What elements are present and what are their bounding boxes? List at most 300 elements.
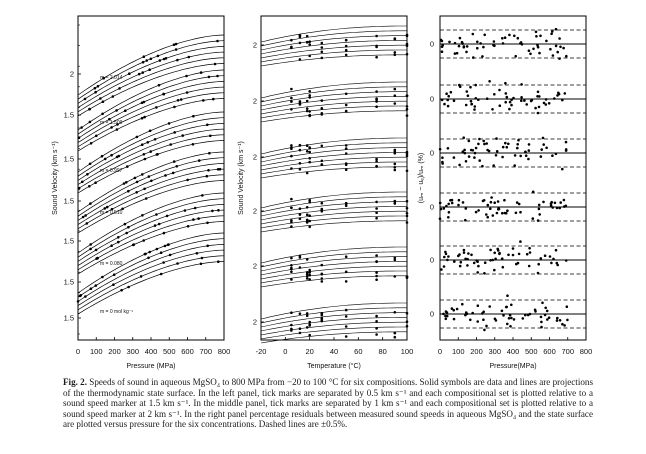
data-point	[308, 321, 311, 324]
data-point	[406, 320, 409, 323]
residual-point	[470, 254, 473, 257]
data-point	[321, 51, 324, 54]
y-tick-label: 0	[429, 202, 434, 212]
residual-point	[483, 329, 486, 332]
residual-point	[552, 54, 555, 57]
residual-point	[454, 42, 457, 45]
data-point	[156, 248, 159, 251]
residual-point	[565, 205, 568, 208]
model-curve	[261, 96, 407, 110]
residual-point	[528, 143, 531, 146]
data-point	[112, 95, 115, 98]
data-point	[127, 226, 130, 229]
y-tick-label: 2	[69, 69, 74, 79]
residual-point	[515, 212, 518, 215]
residual-point	[556, 262, 559, 265]
residual-point	[486, 216, 489, 219]
data-point	[207, 169, 210, 172]
residual-point	[497, 249, 500, 252]
residual-point	[512, 97, 515, 100]
data-point	[290, 329, 293, 332]
data-point	[94, 181, 97, 184]
data-point	[375, 98, 378, 101]
data-point	[192, 143, 195, 146]
data-point	[299, 58, 302, 61]
data-point	[158, 223, 161, 226]
residual-point	[555, 153, 558, 156]
residual-point	[558, 207, 561, 210]
residual-point	[463, 249, 466, 252]
residual-point	[481, 312, 484, 315]
residual-point	[450, 91, 453, 94]
residual-point	[508, 34, 511, 37]
residual-point	[548, 102, 551, 105]
data-point	[406, 275, 409, 278]
x-tick-label: 800	[579, 347, 593, 356]
data-point	[306, 213, 309, 216]
residual-point	[465, 207, 468, 210]
y-tick-label: 2	[252, 40, 257, 50]
residual-point	[495, 137, 498, 140]
x-tick-label: 700	[561, 347, 575, 356]
residual-point	[528, 247, 531, 250]
residual-point	[544, 307, 547, 310]
right-reference-lines	[440, 30, 586, 328]
model-curve	[261, 261, 407, 275]
residual-point	[490, 201, 493, 204]
data-point	[175, 43, 178, 46]
residual-point	[525, 103, 528, 106]
data-point	[406, 207, 409, 210]
data-point	[290, 257, 293, 260]
residual-point	[537, 112, 540, 115]
x-tick-label: 600	[181, 347, 194, 356]
data-point	[299, 256, 302, 259]
residual-point	[554, 202, 557, 205]
data-point	[321, 208, 324, 211]
data-point	[200, 263, 203, 266]
residual-point	[466, 90, 469, 93]
data-point	[186, 179, 189, 182]
residual-point	[542, 137, 545, 140]
residual-point	[516, 143, 519, 146]
data-point	[89, 202, 92, 205]
data-point	[86, 173, 89, 176]
residual-point	[563, 324, 566, 327]
residual-point	[546, 310, 549, 313]
residual-point	[551, 30, 554, 33]
residual-point	[453, 318, 456, 321]
data-point	[141, 143, 144, 146]
data-point	[406, 200, 409, 203]
residual-point	[562, 47, 565, 50]
curve-label: m = 2.014	[100, 75, 123, 81]
x-tick-label: 600	[543, 347, 556, 356]
data-point	[375, 261, 378, 264]
residual-point	[493, 45, 496, 48]
residual-point	[550, 262, 553, 265]
data-point	[84, 98, 87, 101]
data-point	[95, 284, 98, 287]
data-point	[88, 108, 91, 111]
data-point	[89, 163, 92, 166]
data-point	[164, 174, 167, 177]
data-point	[308, 151, 311, 154]
model-curve	[261, 271, 407, 283]
residual-point	[541, 302, 544, 305]
data-point	[290, 198, 293, 201]
data-point	[375, 327, 378, 330]
data-point	[89, 248, 92, 251]
data-point	[308, 96, 311, 99]
residual-point	[501, 156, 504, 159]
residual-point	[499, 104, 502, 107]
residual-point	[551, 154, 554, 157]
data-point	[126, 165, 129, 168]
data-point	[290, 324, 293, 327]
data-point	[321, 317, 324, 320]
residual-point	[517, 139, 520, 142]
data-point	[321, 320, 324, 323]
residual-point	[445, 92, 448, 95]
x-tick-label: 800	[217, 347, 231, 356]
residual-point	[469, 319, 472, 322]
left-x-axis-label: Pressure (MPa)	[126, 363, 176, 370]
model-curve	[261, 45, 407, 58]
data-point	[78, 136, 81, 139]
model-curve	[261, 157, 407, 170]
residual-point	[485, 213, 488, 216]
data-point	[290, 268, 293, 271]
residual-point	[502, 42, 505, 45]
data-point	[135, 191, 138, 194]
residual-point	[536, 95, 539, 98]
data-point	[164, 245, 167, 248]
residual-point	[439, 217, 442, 220]
residual-point	[472, 33, 475, 36]
data-point	[175, 48, 178, 51]
data-point	[112, 283, 115, 286]
data-point	[406, 114, 409, 117]
x-tick-label: 80	[378, 347, 387, 356]
x-tick-label: 0	[283, 347, 288, 356]
data-point	[375, 254, 378, 257]
data-point	[216, 75, 219, 78]
residual-point	[476, 271, 479, 274]
residual-point	[493, 269, 496, 272]
data-point	[159, 59, 162, 62]
residual-point	[448, 41, 451, 44]
model-curve	[261, 40, 407, 54]
data-point	[306, 314, 309, 317]
x-tick-label: 400	[144, 347, 158, 356]
residual-point	[523, 99, 526, 102]
residual-point	[502, 266, 505, 269]
data-point	[110, 126, 113, 129]
residual-point	[504, 82, 507, 85]
residual-point	[453, 100, 456, 103]
residual-point	[466, 45, 469, 48]
residual-point	[535, 35, 538, 38]
residual-point	[497, 200, 500, 203]
residual-point	[540, 321, 543, 324]
data-point	[84, 295, 87, 298]
x-tick-label: 0	[75, 347, 81, 356]
residual-point	[555, 28, 558, 31]
data-point	[192, 115, 195, 118]
residual-point	[445, 318, 448, 321]
data-point	[308, 226, 311, 229]
residual-point	[522, 317, 525, 320]
data-point	[99, 97, 102, 100]
data-point	[212, 98, 215, 101]
residual-point	[467, 94, 470, 97]
data-point	[299, 207, 302, 210]
residual-point	[512, 254, 515, 257]
residual-point	[441, 162, 444, 165]
data-point	[306, 150, 309, 153]
residual-point	[445, 310, 448, 313]
data-point	[308, 161, 311, 164]
data-point	[216, 40, 219, 43]
residual-point	[544, 254, 547, 257]
data-point	[406, 325, 409, 328]
x-tick-label: 500	[162, 347, 176, 356]
residual-point	[537, 46, 540, 49]
data-point	[306, 221, 309, 224]
curve-label: m = 0.510	[100, 210, 123, 216]
data-point	[394, 332, 397, 335]
residual-point	[551, 206, 554, 209]
x-tick-label: 100	[451, 347, 465, 356]
residual-point	[472, 56, 475, 59]
residual-point	[531, 99, 534, 102]
data-point	[306, 41, 309, 44]
data-point	[173, 106, 176, 109]
residual-point	[529, 313, 532, 316]
residual-point	[496, 150, 499, 153]
residual-point	[461, 303, 464, 306]
residual-point	[493, 40, 496, 43]
residual-point	[471, 312, 474, 315]
data-point	[394, 51, 397, 54]
data-point	[375, 35, 378, 38]
residual-point	[446, 259, 449, 262]
residual-point	[439, 202, 442, 205]
data-point	[345, 163, 348, 166]
residual-point	[489, 208, 492, 211]
data-point	[321, 277, 324, 280]
residual-point	[454, 52, 457, 55]
data-point	[180, 98, 183, 101]
residual-point	[477, 98, 480, 101]
data-point	[79, 295, 82, 298]
residual-point	[556, 319, 559, 322]
data-point	[306, 312, 309, 315]
y-tick-label: 2	[252, 317, 257, 327]
x-tick-label: 700	[199, 347, 213, 356]
residual-point	[545, 147, 548, 150]
residual-point	[549, 255, 552, 258]
data-point	[141, 71, 144, 74]
data-point	[201, 194, 204, 197]
model-curve	[261, 162, 407, 174]
residual-point	[464, 314, 467, 317]
y-tick-label: 0	[429, 39, 434, 49]
data-point	[394, 275, 397, 278]
data-point	[345, 49, 348, 52]
data-point	[201, 257, 204, 260]
residual-point	[524, 151, 527, 154]
residual-point	[457, 255, 460, 258]
residual-point	[501, 212, 504, 215]
data-point	[186, 91, 189, 94]
right-residual-points	[439, 28, 569, 331]
residual-point	[545, 98, 548, 101]
data-point	[375, 46, 378, 49]
data-point	[196, 252, 199, 255]
data-point	[163, 93, 166, 96]
residual-point	[520, 96, 523, 99]
data-point	[86, 222, 89, 225]
model-curve	[261, 167, 407, 178]
data-point	[394, 37, 397, 40]
y-tick-label: 1.5	[63, 313, 74, 323]
data-point	[290, 207, 293, 210]
data-point	[173, 160, 176, 163]
data-point	[194, 207, 197, 210]
residual-point	[555, 249, 558, 252]
data-point	[290, 270, 293, 273]
residual-point	[565, 55, 568, 58]
residual-point	[501, 37, 504, 40]
data-point	[306, 273, 309, 276]
residual-point	[465, 104, 468, 107]
data-point	[206, 222, 209, 225]
data-point	[123, 182, 126, 185]
data-point	[394, 88, 397, 91]
residual-point	[462, 201, 465, 204]
data-point	[308, 323, 311, 326]
data-point	[217, 168, 220, 171]
residual-point	[476, 41, 479, 44]
data-point	[160, 273, 163, 276]
residual-point	[538, 52, 541, 55]
data-point	[290, 219, 293, 222]
data-point	[308, 201, 311, 204]
data-point	[308, 55, 311, 58]
data-point	[290, 97, 293, 100]
residual-point	[556, 317, 559, 320]
data-point	[299, 327, 302, 330]
residual-point	[504, 101, 507, 104]
data-point	[155, 213, 158, 216]
residual-point	[469, 86, 472, 89]
x-tick-label: 100	[89, 347, 103, 356]
residual-point	[476, 47, 479, 50]
x-tick-label: -20	[255, 347, 267, 356]
data-point	[127, 286, 130, 289]
curve-label: m = 0.997	[100, 168, 123, 174]
left-y-axis-label: Sound Velocity (km s⁻¹)	[52, 141, 59, 215]
data-point	[394, 336, 397, 339]
data-point	[136, 181, 139, 184]
residual-point	[489, 249, 492, 252]
model-curve	[261, 50, 407, 62]
residual-point	[468, 155, 471, 158]
residual-point	[529, 53, 532, 56]
data-point	[306, 326, 309, 329]
residual-point	[464, 219, 467, 222]
residual-point	[498, 252, 501, 255]
data-point	[308, 43, 311, 46]
residual-point	[506, 96, 509, 99]
data-point	[78, 187, 81, 190]
residual-point	[447, 216, 450, 219]
x-tick-label: 400	[506, 347, 520, 356]
data-point	[308, 334, 311, 337]
data-point	[321, 273, 324, 276]
data-point	[120, 289, 123, 292]
data-point	[173, 131, 176, 134]
residual-point	[447, 95, 450, 98]
data-point	[145, 197, 148, 200]
residual-point	[447, 105, 450, 108]
residual-point	[445, 253, 448, 256]
residual-point	[465, 160, 468, 163]
residual-point	[489, 259, 492, 262]
residual-point	[510, 317, 513, 320]
residual-point	[447, 147, 450, 150]
caption-lead: Fig. 2.	[63, 377, 87, 387]
data-point	[306, 258, 309, 261]
residual-point	[505, 92, 508, 95]
data-point	[290, 264, 293, 267]
data-point	[299, 103, 302, 106]
data-point	[127, 190, 130, 193]
data-point	[299, 217, 302, 220]
residual-point	[465, 51, 468, 54]
residual-point	[550, 202, 553, 205]
residual-point	[538, 208, 541, 211]
data-point	[375, 278, 378, 281]
residual-point	[449, 199, 452, 202]
data-point	[406, 221, 409, 224]
residual-point	[561, 99, 564, 102]
data-point	[375, 207, 378, 210]
residual-point	[537, 263, 540, 266]
data-point	[290, 39, 293, 42]
data-point	[299, 149, 302, 152]
residual-point	[537, 91, 540, 94]
residual-point	[491, 108, 494, 111]
data-point	[321, 314, 324, 317]
residual-point	[524, 314, 527, 317]
data-point	[321, 202, 324, 205]
residual-point	[451, 202, 454, 205]
residual-point	[443, 103, 446, 106]
residual-point	[514, 55, 517, 58]
data-point	[308, 40, 311, 43]
data-point	[321, 42, 324, 45]
residual-point	[485, 142, 488, 145]
data-point	[144, 253, 147, 256]
residual-point	[458, 199, 461, 202]
data-point	[375, 56, 378, 59]
data-point	[321, 264, 324, 267]
residual-point	[498, 89, 501, 92]
data-point	[394, 102, 397, 105]
